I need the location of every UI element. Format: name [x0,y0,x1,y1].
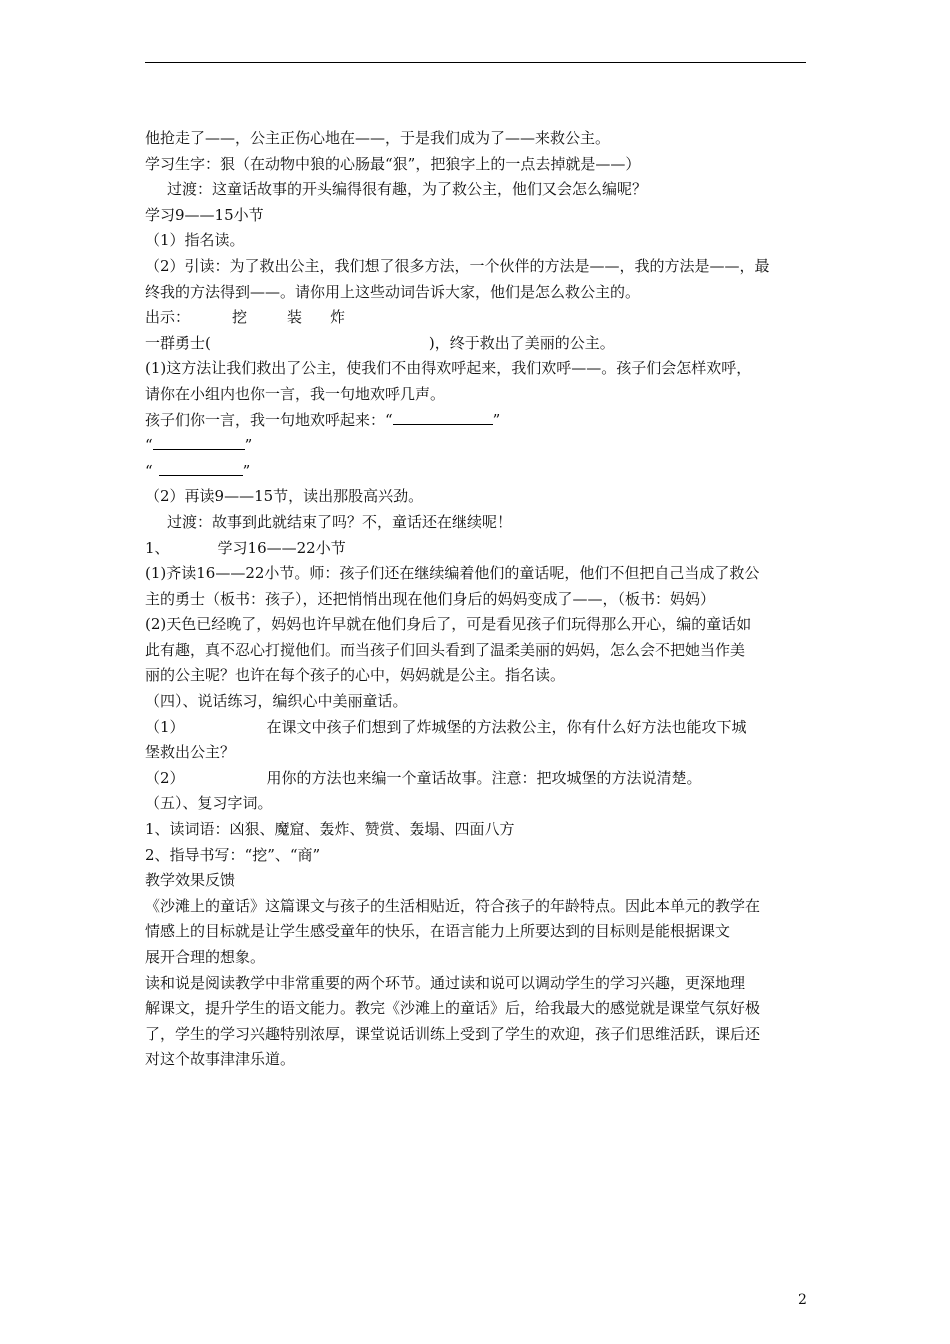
header-rule [145,62,806,63]
fill-blank [159,459,243,476]
quote-close: ” [492,410,501,429]
text-line: 过渡：故事到此就结束了吗？不，童话还在继续呢！ [167,512,513,531]
text-line: 读和说是阅读教学中非常重要的两个环节。通过读和说可以调动学生的学习兴趣，更深地理 [145,973,746,992]
text-line: 过渡：这童话故事的开头编得很有趣，为了救公主，他们又会怎么编呢？ [167,180,648,199]
text-line: （四）、说话练习，编织心中美丽童话。 [145,692,408,711]
text-line: （2）再读9——15节，读出那股高兴劲。 [145,487,424,506]
text-line [145,536,810,562]
text-line: 1、读词语：凶狠、魔窟、轰炸、赞赏、轰塌、四面八方 [145,820,515,839]
list-number: （1） [145,717,185,736]
text-line: 展开合理的想象。 [145,948,266,966]
text-line: 他抢走了——，公主正伤心地在——，于是我们成为了——来救公主。 [145,129,611,147]
text-line: 解课文，提升学生的语文能力。教完《沙滩上的童话》后，给我最大的感觉就是课堂气氛好极 [145,999,761,1018]
show-label: 出示： [145,308,191,327]
text-line [145,305,810,331]
text-line: （2）引读：为了救出公主，我们想了很多方法，一个伙伴的方法是——，我的方法是——，最 [145,256,770,275]
page-number: 2 [798,1292,807,1308]
sentence-start: 一群勇士( [145,333,211,352]
text-line: (1)齐读16——22小节。师：孩子们还在继续编着他们的童话呢，他们不但把自己当成了救公 [145,564,760,583]
text-line [145,766,810,792]
fill-blank [153,433,245,450]
text-line: 终我的方法得到——。请你用上这些动词告诉大家，他们是怎么救公主的。 [145,282,641,301]
list-number: （2） [145,768,185,787]
quote-close: ” [242,461,251,480]
cheer-prompt: 孩子们你一言，我一句地欢呼起来：“ [145,410,393,429]
text-line: 《沙滩上的童话》这篇课文与孩子的生活相贴近，符合孩子的年龄特点。因此本单元的教学在 [145,896,761,915]
text-line: 2、指导书写：“挖”、“商” [145,845,321,864]
verb-word: 挖 [232,308,248,327]
text-line: 堡救出公主？ [145,743,236,762]
text-line: 请你在小组内也你一言，我一句地欢呼几声。 [145,384,446,403]
quote-open: “ [145,461,153,480]
text-line [145,331,810,357]
text-line [145,408,810,434]
text-line: (1)这方法让我们救出了公主，使我们不由得欢呼起来，我们欢呼——。孩子们会怎样欢呼， [145,359,752,378]
quote-close: ” [244,436,253,455]
document-body [145,126,810,1073]
text-line: 情感上的目标就是让学生感受童年的快乐，在语言能力上所要达到的目标则是能根据课文 [145,922,731,941]
verb-word: 装 [287,308,303,327]
text-line [145,433,810,459]
fill-blank [393,408,493,425]
text-line: 主的勇士（板书：孩子），还把悄悄出现在他们身后的妈妈变成了——，（板书：妈妈） [145,589,716,608]
text-line: 对这个故事津津乐道。 [145,1050,296,1069]
text-line: （1）指名读。 [145,231,245,250]
text-line: 学习生字：狠（在动物中狼的心肠最“狠”，把狼字上的一点去掉就是——） [145,154,641,173]
text-line: 学习9——15小节 [145,205,264,224]
text-line [145,459,810,485]
text-line [145,715,810,741]
text-line: 此有趣，真不忍心打搅他们。而当孩子们回头看到了温柔美丽的妈妈，怎么会不把她当作美 [145,640,746,659]
section-title: 教学效果反馈 [145,871,236,890]
exercise-text: 用你的方法也来编一个童话故事。注意：把攻城堡的方法说清楚。 [266,768,702,787]
text-line: （五）、复习字词。 [145,794,273,813]
quote-open: “ [145,436,153,455]
text-line: 了，学生的学习兴趣特别浓厚，课堂说话训练上受到了学生的欢迎，孩子们思维活跃，课后还 [145,1024,761,1043]
sentence-end: )，终于救出了美丽的公主。 [428,333,615,352]
section-heading: 学习16——22小节 [217,538,346,557]
list-number: 1、 [145,538,170,557]
exercise-text: 在课文中孩子们想到了炸城堡的方法救公主，你有什么好方法也能攻下城 [266,717,747,736]
text-line: 丽的公主呢？也许在每个孩子的心中，妈妈就是公主。指名读。 [145,666,566,685]
text-line: (2)天色已经晚了，妈妈也许早就在他们身后了，可是看见孩子们玩得那么开心，编的童话如 [145,615,752,634]
verb-word: 炸 [330,308,346,327]
